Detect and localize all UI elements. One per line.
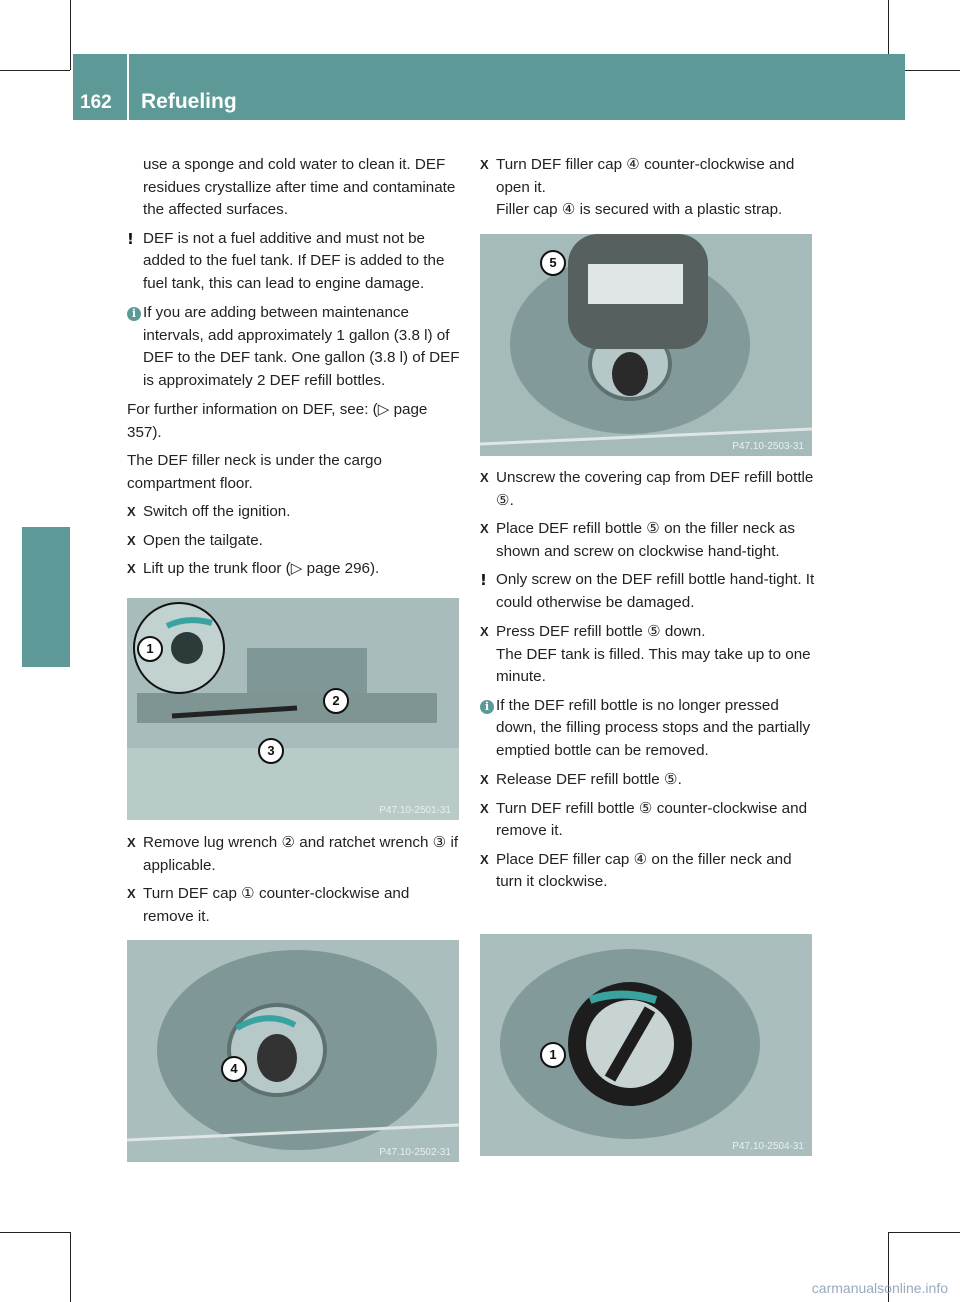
page-number: 162 xyxy=(80,92,112,113)
step-text: Switch off the ignition. xyxy=(143,503,291,520)
refill-bottle-photo xyxy=(480,234,812,456)
step-text: Place DEF refill bottle ⑤ on the filler neck as shown and screw on clockwise hand-tight. xyxy=(496,520,795,560)
filler-cap-photo xyxy=(480,934,812,1156)
step-marker-icon: X xyxy=(127,835,136,850)
step-text: Turn DEF filler cap ④ counter-clockwise and open it. xyxy=(496,156,795,196)
header-bar xyxy=(129,54,905,120)
step-marker-icon: X xyxy=(480,157,489,172)
step-marker-icon: X xyxy=(127,504,136,519)
step-item xyxy=(480,849,815,894)
right-column-lower xyxy=(480,467,815,900)
callout-5: 5 xyxy=(540,250,566,276)
step-marker-icon: X xyxy=(480,851,489,867)
crop-mark xyxy=(0,70,70,71)
filler-neck-photo xyxy=(127,940,459,1162)
photo-code: P47.10-2504-31 xyxy=(732,1141,804,1152)
step-item xyxy=(127,883,460,928)
step-item xyxy=(480,621,815,644)
filler-neck-illustration xyxy=(127,940,459,1162)
crop-mark xyxy=(889,1232,960,1233)
step-marker-icon: X xyxy=(480,800,489,816)
callout-1: 1 xyxy=(540,1042,566,1068)
step-item xyxy=(480,518,815,563)
info-text: If the DEF refill bottle is no longer pressed down, the filling process stops and the partially emptied bottle can be removed. xyxy=(496,696,811,759)
info-note xyxy=(127,302,460,392)
step-item xyxy=(127,501,460,524)
step-marker-icon: X xyxy=(480,772,489,787)
info-icon: i xyxy=(127,302,141,325)
filler-neck-paragraph: The DEF filler neck is under the cargo compartment floor. xyxy=(127,452,382,492)
step-marker-icon: X xyxy=(480,470,489,485)
page-title: Refueling xyxy=(141,90,237,113)
step-item xyxy=(127,832,460,877)
step-note: Filler cap ④ is secured with a plastic strap. xyxy=(496,201,783,218)
photo-code: P47.10-2502-31 xyxy=(379,1147,451,1158)
step-text: Release DEF refill bottle ⑤. xyxy=(496,771,682,788)
step-text: Place DEF filler cap ④ on the filler neck and turn it clockwise. xyxy=(496,850,792,890)
step-note: The DEF tank is filled. This may take up to one minute. xyxy=(496,645,811,685)
left-column-lower xyxy=(127,832,460,934)
step-text: Press DEF refill bottle ⑤ down. xyxy=(496,623,706,640)
step-marker-icon: X xyxy=(127,886,136,901)
crop-mark xyxy=(70,1232,71,1302)
refill-bottle-illustration xyxy=(480,234,812,456)
step-marker-icon: X xyxy=(127,532,136,548)
crop-mark xyxy=(0,1232,70,1233)
callout-4: 4 xyxy=(221,1056,247,1082)
callout-3: 3 xyxy=(258,738,284,764)
step-marker-icon: X xyxy=(480,624,489,639)
side-tab-marker xyxy=(22,527,70,667)
step-item xyxy=(480,467,815,512)
right-column xyxy=(480,154,815,228)
info-icon: i xyxy=(480,695,494,718)
step-text: Turn DEF refill bottle ⑤ counter-clockwise and remove it. xyxy=(496,799,808,839)
warning-icon: ! xyxy=(480,571,487,589)
warning-text: Only screw on the DEF refill bottle hand-tight. It could otherwise be damaged. xyxy=(496,571,815,611)
crop-mark xyxy=(70,0,71,70)
info-note xyxy=(480,695,815,763)
trunk-photo xyxy=(127,598,459,820)
warning-note xyxy=(480,569,815,614)
info-text: If you are adding between maintenance intervals, add approximately 1 gallon (3.8 l) of DEF to the DEF tank. One gallon (3.8 l) of DEF is approximately 2 DEF refill bottles. xyxy=(143,304,460,389)
callout-2: 2 xyxy=(323,688,349,714)
photo-code: P47.10-2501-31 xyxy=(379,805,451,816)
warning-note xyxy=(127,228,460,296)
warning-icon: ! xyxy=(127,229,134,248)
left-column xyxy=(127,154,460,587)
step-text: Remove lug wrench ② and ratchet wrench ③ if applicable. xyxy=(143,834,459,874)
step-marker-icon: X xyxy=(480,521,489,536)
step-item xyxy=(127,530,460,553)
callout-1: 1 xyxy=(137,636,163,662)
photo-code: P47.10-2503-31 xyxy=(732,441,804,452)
step-item xyxy=(480,769,815,792)
further-info-paragraph: For further information on DEF, see: (▷ page 357). xyxy=(127,401,428,441)
step-text: Unscrew the covering cap from DEF refill bottle ⑤. xyxy=(496,469,814,509)
step-text: Turn DEF cap ① counter-clockwise and remove it. xyxy=(143,885,410,925)
trunk-illustration xyxy=(127,598,459,820)
step-item xyxy=(480,798,815,843)
intro-paragraph: use a sponge and cold water to clean it. DEF residues crystallize after time and contaminate the affected surfaces. xyxy=(143,156,456,218)
step-text: Open the tailgate. xyxy=(143,531,263,549)
filler-cap-illustration xyxy=(480,934,812,1156)
step-item xyxy=(480,154,815,199)
watermark: carmanualsonline.info xyxy=(811,1280,948,1296)
step-text: Lift up the trunk floor (▷ page 296). xyxy=(143,560,380,577)
warning-text: DEF is not a fuel additive and must not be added to the fuel tank. If DEF is added to the fuel tank, this can lead to engine damage. xyxy=(143,229,445,292)
step-item xyxy=(127,558,460,581)
step-marker-icon: X xyxy=(127,561,136,576)
